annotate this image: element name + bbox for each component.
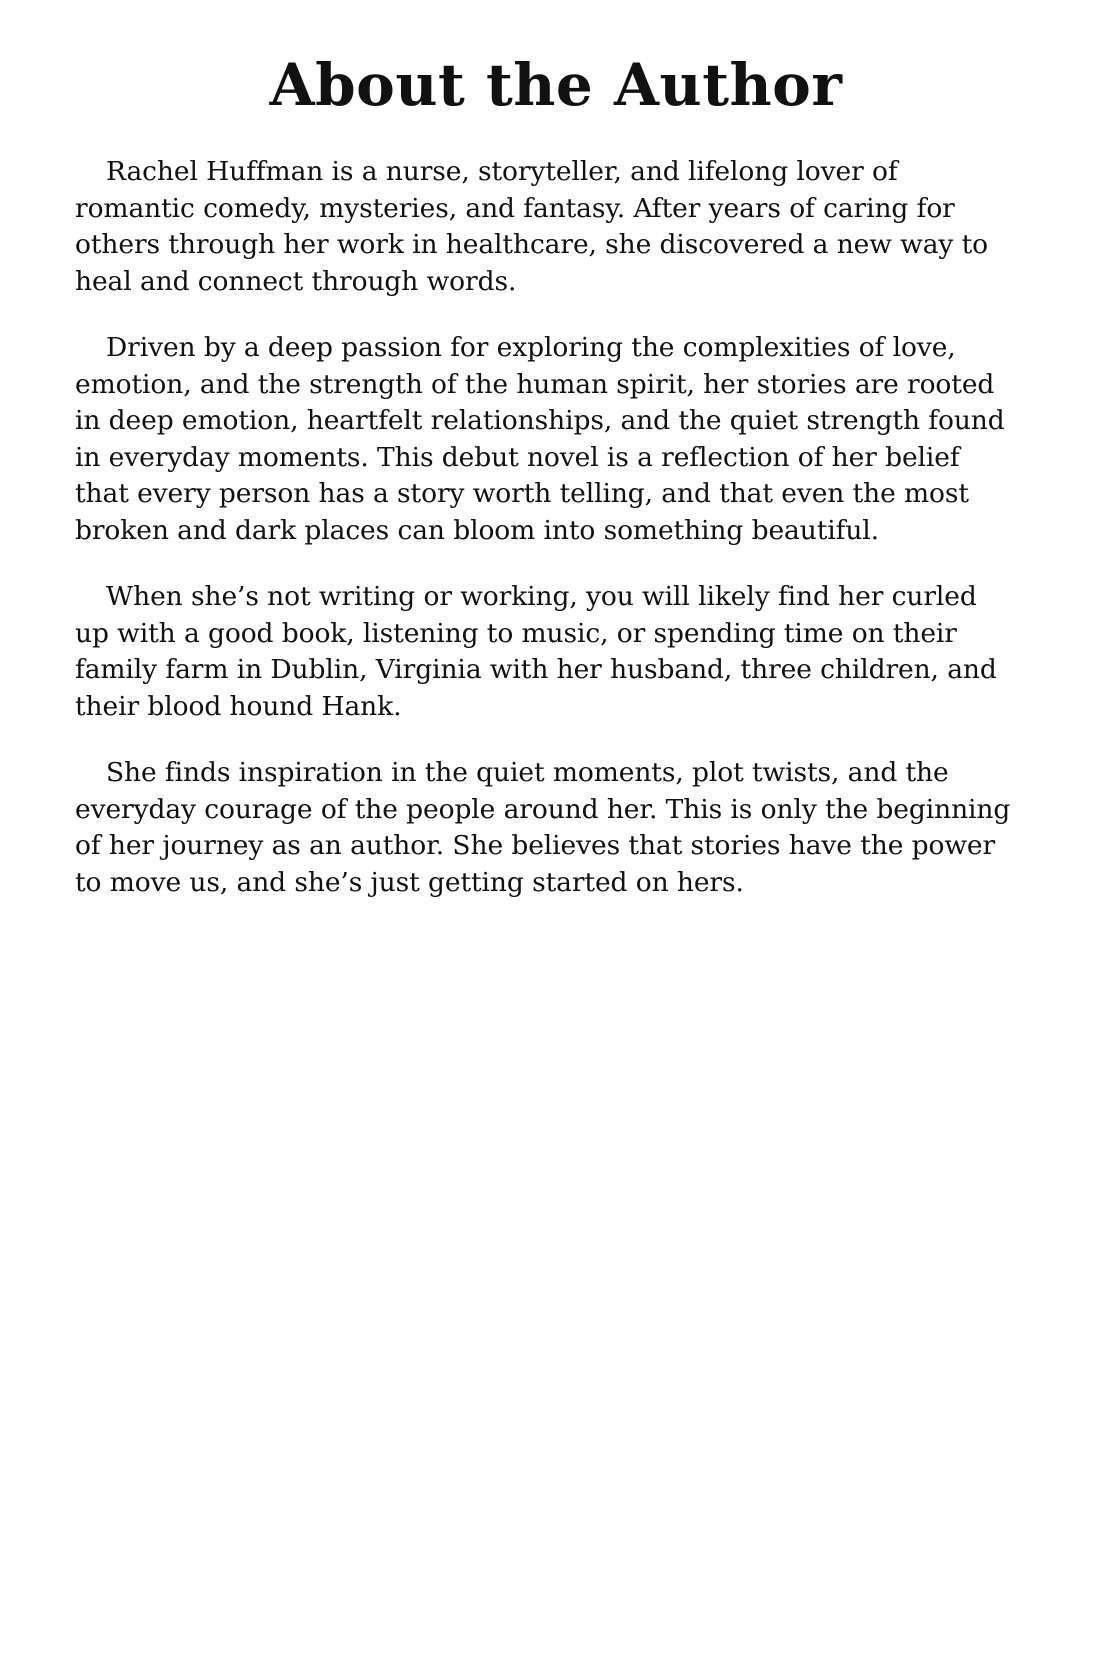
text-line: Rachel Huffman is a nurse, storyteller, and lifelong lover of: [106, 156, 898, 187]
text-line: When she’s not writing or working, you will likely find her curled: [106, 581, 977, 612]
text-line: everyday courage of the people around her. This is only the beginning: [75, 793, 1011, 825]
text-line: emotion, and the strength of the human spirit, her stories are rooted: [75, 368, 995, 400]
text-line: in deep emotion, heartfelt relationships, and the quiet strength found: [75, 405, 1005, 436]
text-line: up with a good book, listening to music, or spending time on their: [75, 617, 957, 649]
text-line: that every person has a story worth telling, and that even the most: [75, 478, 969, 509]
bio-paragraph-3: [75, 579, 1035, 725]
text-line: in everyday moments. This debut novel is a reflection of her belief: [75, 441, 960, 473]
text-line: family farm in Dublin, Virginia with her husband, three children, and: [75, 654, 997, 685]
text-line: their blood hound Hank.: [75, 690, 402, 722]
text-line: broken and dark places can bloom into something beautiful.: [75, 514, 879, 546]
text-line: of her journey as an author. She believes that stories have the power: [75, 830, 996, 861]
text-line: heal and connect through words.: [75, 265, 517, 297]
bio-paragraph-1: [75, 154, 1035, 300]
bio-paragraph-4: [75, 755, 1035, 901]
text-line: to move us, and she’s just getting started on hers.: [75, 866, 744, 898]
bio-paragraph-2: [75, 330, 1035, 549]
text-line: others through her work in healthcare, she discovered a new way to: [75, 229, 989, 260]
text-line: Driven by a deep passion for exploring the complexities of love,: [106, 332, 956, 363]
text-line: She finds inspiration in the quiet moments, plot twists, and the: [106, 757, 949, 788]
text-line: romantic comedy, mysteries, and fantasy. After years of caring for: [75, 192, 955, 224]
author-bio: [75, 154, 1035, 931]
page-title: About the Author: [269, 51, 843, 119]
